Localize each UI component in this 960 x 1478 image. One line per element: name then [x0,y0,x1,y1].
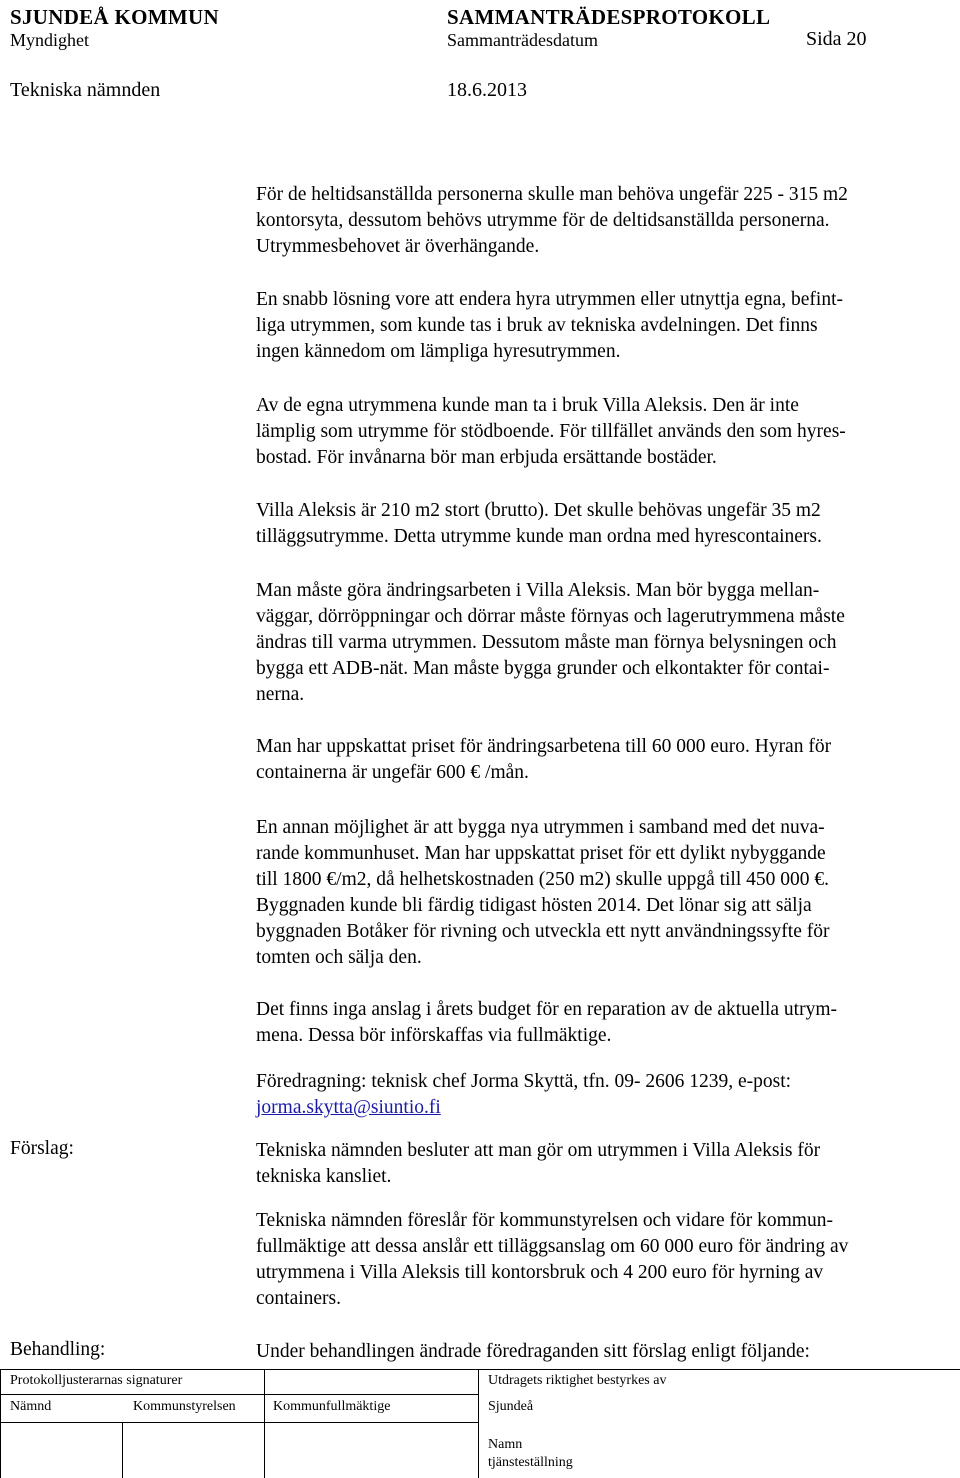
footer-divider [264,1369,265,1478]
meeting-date: 18.6.2013 [447,79,527,101]
text-line: Man måste göra ändringsarbeten i Villa Aleksis. Man bör bygga mellan- [256,580,820,601]
text-line: En snabb lösning vore att endera hyra utrymmen eller utnyttja egna, befint- [256,289,843,310]
text-line: rande kommunhuset. Man har uppskattat priset för ett dylikt nybyggande [256,843,826,864]
text-line: Man har uppskattat priset för ändringsarbetena till 60 000 euro. Hyran för [256,736,832,757]
footer-divider [478,1369,479,1478]
text-line: tilläggsutrymme. Detta utrymme kunde man ordna med hyrescontainers. [256,526,822,547]
text-line: byggnaden Botåker för rivning och utveckla ett nytt användningssyfte för [256,921,830,942]
footer-left-border [0,1369,1,1478]
position-label: tjänsteställning [488,1455,573,1470]
proposal-decision [256,1138,946,1190]
proposal-appropriation [256,1208,946,1312]
text-line: bygga ett ADB-nät. Man måste bygga grunder och elkontakter för contai- [256,658,830,679]
text-line: Tekniska nämnden besluter att man gör om utrymmen i Villa Aleksis för [256,1140,821,1161]
footer-row-line [0,1394,478,1395]
text-line: liga utrymmen, som kunde tas i bruk av tekniska avdelningen. Det finns [256,315,818,336]
paragraph-quick-solution [256,287,946,365]
text-line: containers. [256,1288,342,1309]
text-line: Det finns inga anslag i årets budget för en reparation av de aktuella utrym- [256,999,838,1020]
email-link[interactable]: jorma.skytta@siuntio.fi [256,1097,441,1118]
text-line: lämplig som utrymme för stödboende. För tillfället används den som hyres- [256,421,846,442]
paragraph-new-building-option [256,815,946,971]
presenter-info [256,1069,946,1121]
footer-top-border [0,1369,960,1370]
text-line: kontorsyta, dessutom behövs utrymme för de deltidsanställda personerna. [256,210,830,231]
text-line: Byggnaden kunde bli färdig tidigast hösten 2014. Det lönar sig att sälja [256,895,812,916]
text-line: Under behandlingen ändrade föredraganden sitt förslag enligt följande: [256,1341,810,1362]
text-line: containerna är ungefär 600 € /mån. [256,762,529,783]
text-line: bostad. För invånarna bör man erbjuda ersättande bostäder. [256,447,717,468]
paragraph-cost-estimate [256,734,946,786]
certification-place: Sjundeå [488,1399,534,1414]
authority-label: Myndighet [10,30,89,50]
text-line: ändras till varma utrymmen. Dessutom måste man förnya belysningen och [256,632,837,653]
page-number: Sida 20 [806,28,867,50]
text-line: Av de egna utrymmena kunde man ta i bruk Villa Aleksis. Den är inte [256,395,799,416]
name-label: Namn [488,1437,523,1452]
text-line: Villa Aleksis är 210 m2 stort (brutto). Det skulle behövas ungefär 35 m2 [256,500,821,521]
treatment-text [256,1339,946,1365]
text-line: till 1800 €/m2, då helhetskostnaden (250 m2) skulle uppgå till 450 000 €. [256,869,830,890]
text-line: väggar, dörröppningar och dörrar måste förnyas och lagerutrymmena måste [256,606,845,627]
certified-label: Utdragets riktighet bestyrkes av [488,1373,667,1388]
proposal-label: Förslag: [10,1138,74,1159]
text-line: utrymmena i Villa Aleksis till kontorsbruk och 4 200 euro för hyrning av [256,1262,824,1283]
municipality-name: SJUNDEÅ KOMMUN [10,5,219,29]
paragraph-budget [256,997,946,1049]
column-municipal-council: Kommunfullmäktige [273,1399,391,1414]
paragraph-renovation-work [256,578,946,708]
paragraph-office-space-need [256,182,946,260]
text-line: mena. Dessa bör införskaffas via fullmäktige. [256,1025,612,1046]
signatures-label: Protokolljusterarnas signaturer [10,1373,183,1388]
footer-row-line [0,1422,478,1423]
column-municipal-board: Kommunstyrelsen [133,1399,236,1414]
text-line: En annan möjlighet är att bygga nya utrymmen i samband med det nuva- [256,817,825,838]
text-line: nerna. [256,684,305,705]
column-board: Nämnd [10,1399,52,1414]
authority-name: Tekniska nämnden [10,79,161,101]
paragraph-villa-size [256,498,946,550]
text-line: Utrymmesbehovet är överhängande. [256,236,540,257]
text-line: fullmäktige att dessa anslår ett tilläggsanslag om 60 000 euro för ändring av [256,1236,849,1257]
document-type: SAMMANTRÄDESPROTOKOLL [447,5,771,29]
text-line: tekniska kansliet. [256,1166,392,1187]
text-line: Tekniska nämnden föreslår för kommunstyrelsen och vidare för kommun- [256,1210,833,1231]
text-line: tomten och sälja den. [256,947,422,968]
text-line: För de heltidsanställda personerna skulle man behöva ungefär 225 - 315 m2 [256,184,848,205]
paragraph-villa-aleksis [256,393,946,471]
meeting-date-label: Sammanträdesdatum [447,30,598,50]
text-line: ingen kännedom om lämpliga hyresutrymmen. [256,341,621,362]
footer-divider [122,1422,123,1478]
treatment-label: Behandling: [10,1339,106,1360]
signature-footer [0,1369,960,1478]
presenter-line: Föredragning: teknisk chef Jorma Skyttä, tfn. 09- 2606 1239, e-post: [256,1071,792,1092]
